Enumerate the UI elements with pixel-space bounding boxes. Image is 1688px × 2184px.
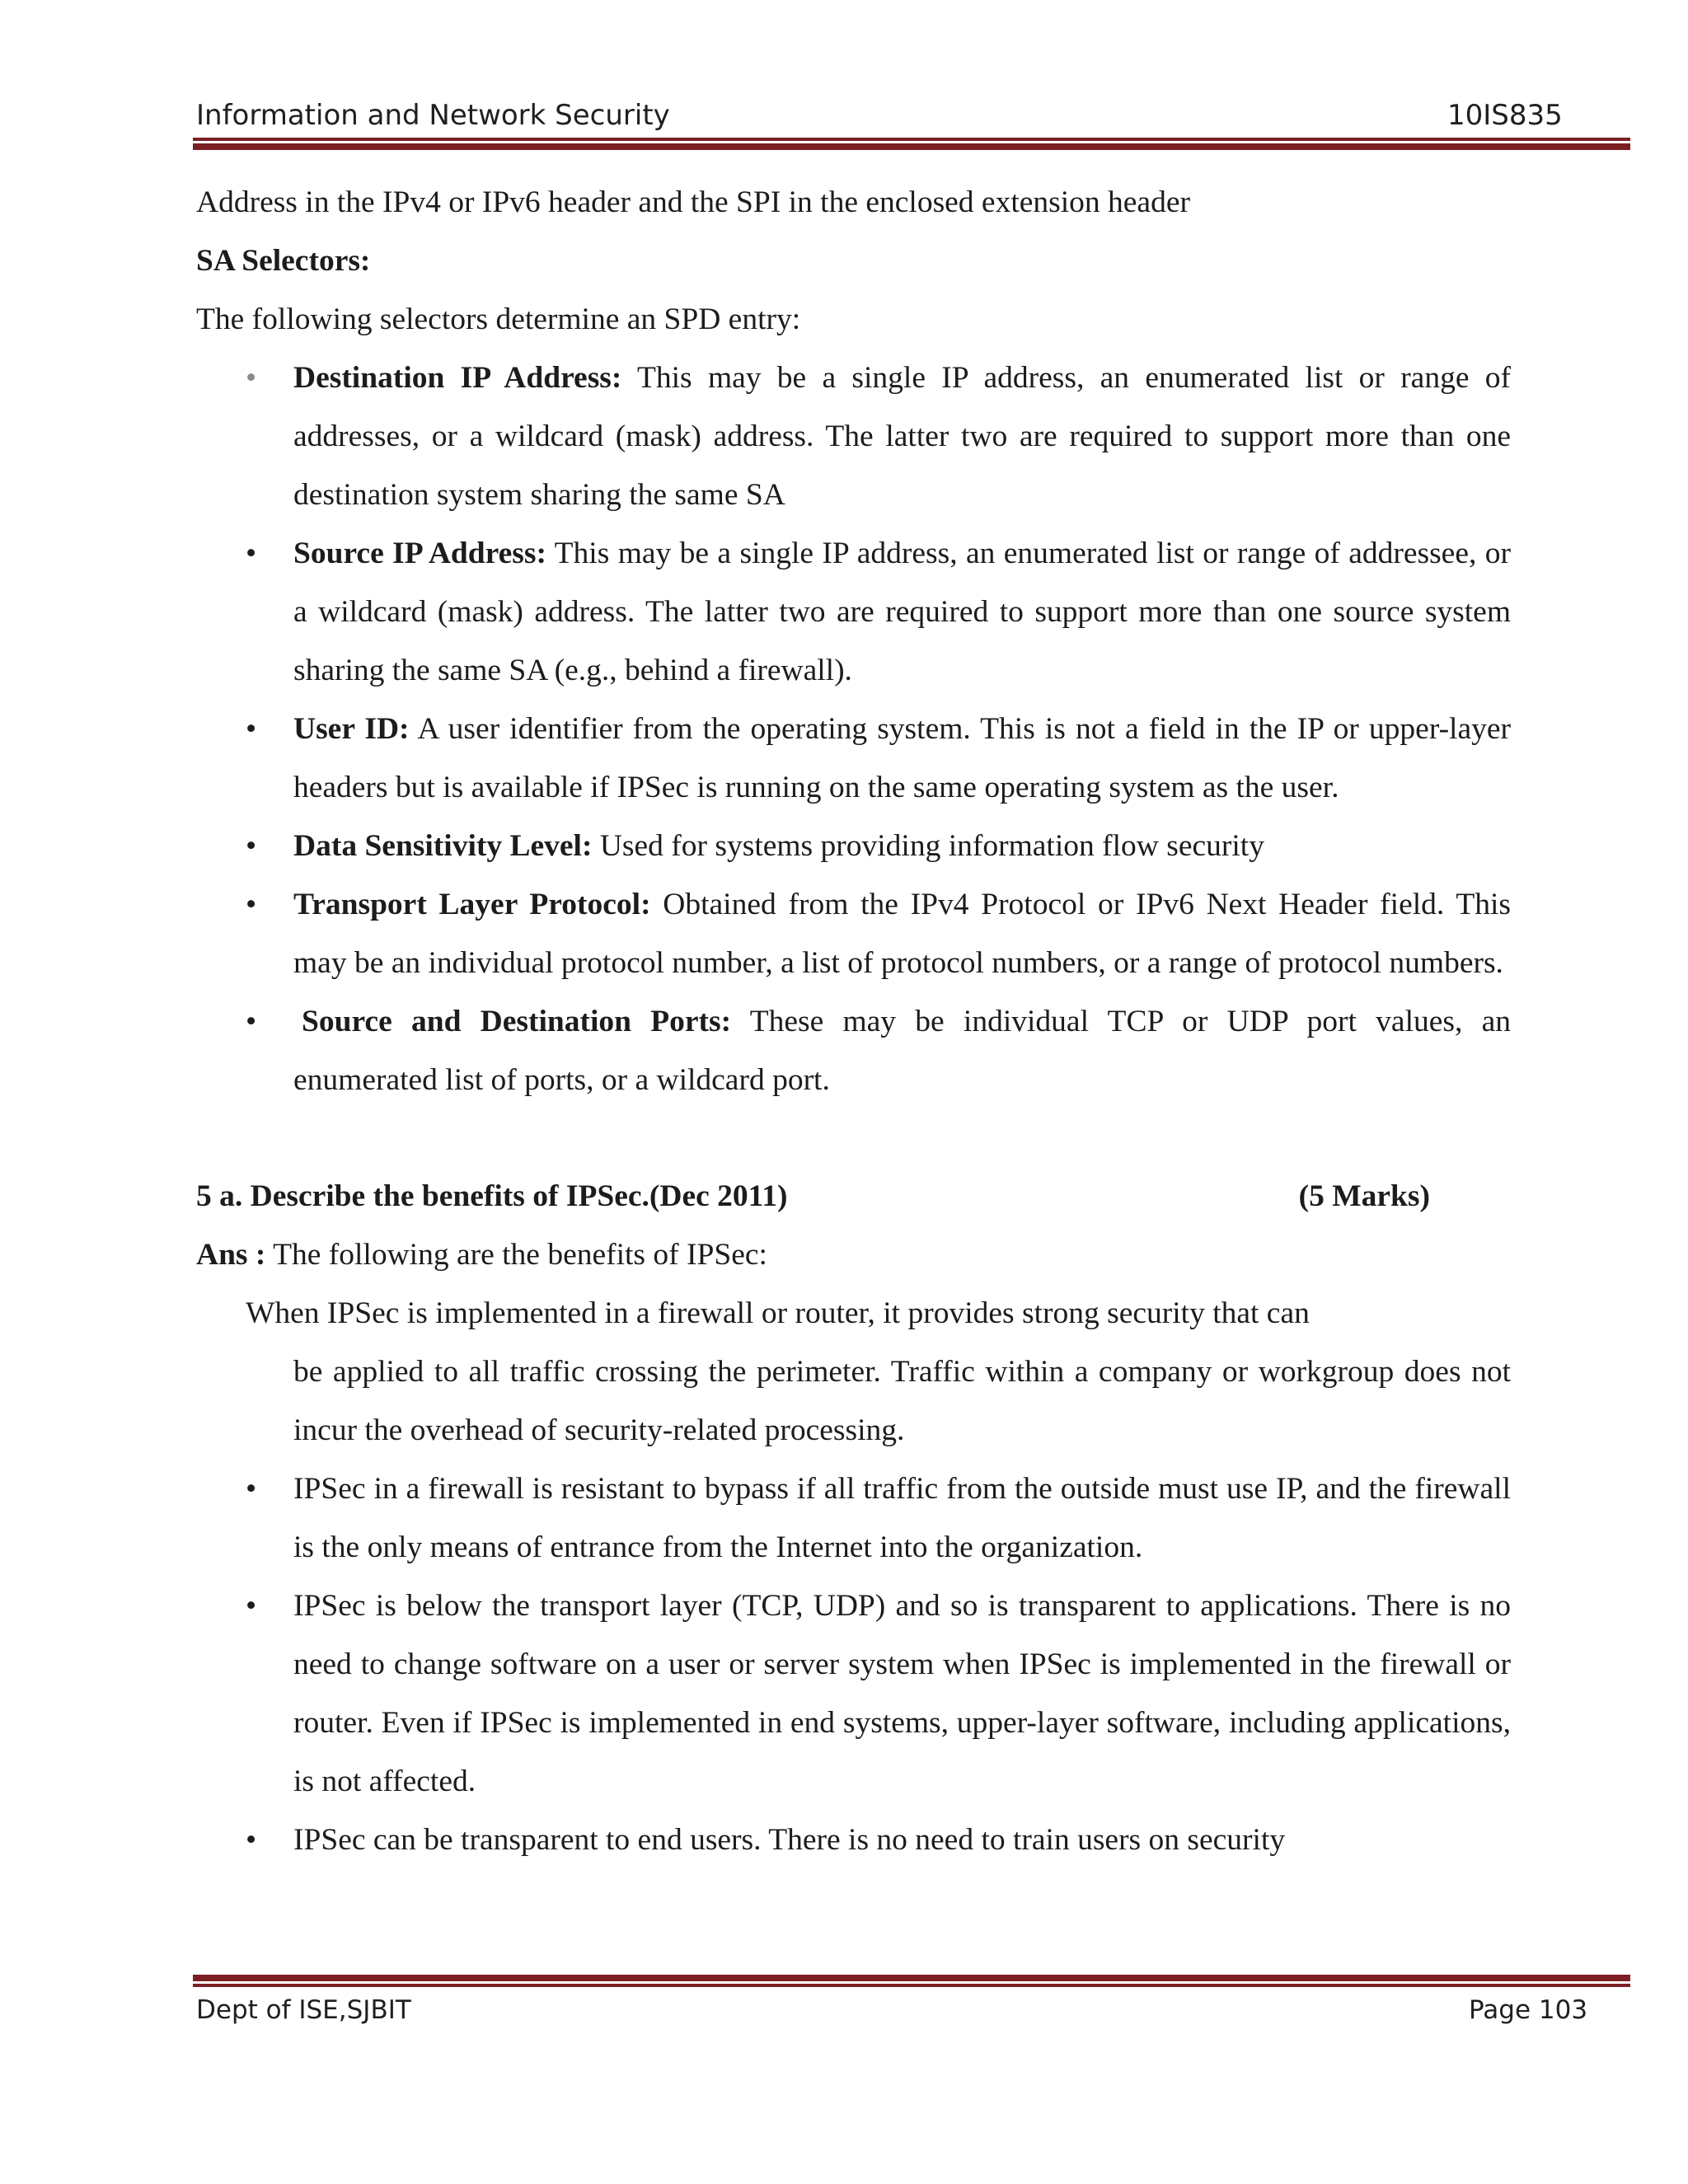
bullet-icon: •: [246, 537, 257, 570]
benefit-first-rest: be applied to all traffic crossing the perimeter. Traffic within a company or workgroup does not incur the overhead of security-related processing.: [293, 1355, 1511, 1447]
list-item: [196, 875, 1511, 992]
selector-term: User ID:: [293, 712, 410, 746]
header-title: Information and Network Security: [196, 99, 670, 132]
footer-rule-thin: [193, 1984, 1630, 1987]
selectors-list: [196, 349, 1511, 1109]
selector-text: Obtained from the IPv4 Protocol or IPv6 Next Header field. This may be an individual protocol number, a list of protocol numbers, or a range of protocol numbers.: [293, 888, 1511, 980]
header-rule-thin: [193, 138, 1630, 141]
bullet-icon: •: [246, 888, 257, 921]
list-item: [196, 349, 1511, 524]
bullet-icon: •: [246, 829, 257, 863]
question-marks: (5 Marks): [1298, 1179, 1430, 1213]
list-item: [196, 700, 1511, 817]
selector-text: This may be a single IP address, an enumerated list or range of addressee, or a wildcard (mask) address. The latter two are required to support more than one source system sharing the same SA (e.g., behind a firewall).: [293, 537, 1511, 687]
footer-department: Dept of ISE,SJBIT: [196, 1995, 411, 2025]
selector-term: Destination IP Address:: [293, 361, 622, 395]
benefits-list: [196, 1460, 1511, 1869]
list-item: [196, 1811, 1511, 1869]
list-item: [196, 817, 1511, 875]
selector-term: Source and Destination Ports:: [302, 1005, 732, 1038]
benefit-text: IPSec in a firewall is resistant to bypass if all traffic from the outside must use IP, and the firewall is the only means of entrance from the Internet into the organization.: [293, 1472, 1511, 1564]
bullet-icon: •: [246, 1823, 257, 1857]
benefit-first-line: When IPSec is implemented in a firewall or router, it provides strong security that can: [246, 1296, 1310, 1330]
selector-text: This may be a single IP address, an enumerated list or range of addresses, or a wildcard (mask) address. The latter two are required to support more than one destination system sharing the same SA: [293, 361, 1511, 512]
sa-selectors-heading: SA Selectors:: [196, 244, 371, 278]
bullet-icon: •: [246, 1472, 257, 1506]
list-item: [196, 1460, 1511, 1577]
selector-text: A user identifier from the operating system. This is not a field in the IP or upper-layer headers but is available if IPSec is running on the same operating system as the user.: [293, 712, 1511, 804]
list-item: [196, 992, 1511, 1109]
bullet-icon: •: [246, 1005, 257, 1038]
answer-intro: [196, 1226, 1432, 1284]
footer-page-number: Page 103: [1469, 1995, 1588, 2025]
list-item: [196, 524, 1511, 700]
bullet-icon: •: [246, 1589, 257, 1623]
question-heading: [196, 1167, 1430, 1226]
intro-line: Address in the IPv4 or IPv6 header and the SPI in the enclosed extension header: [196, 185, 1190, 219]
header-rule-thick: [193, 143, 1630, 150]
benefit-text: IPSec is below the transport layer (TCP, UDP) and so is transparent to applications. There is no need to change software on a user or server system when IPSec is implemented in the firewall or router. Even if IPSec is implemented in end systems, upper-layer software, including applications, is not affected.: [293, 1589, 1511, 1798]
footer-rule-thick: [193, 1975, 1630, 1981]
selector-term: Data Sensitivity Level:: [293, 829, 593, 863]
answer-label: Ans :: [196, 1238, 266, 1272]
selector-term: Source IP Address:: [293, 537, 546, 570]
sa-selectors-intro: The following selectors determine an SPD entry:: [196, 302, 801, 336]
answer-text: The following are the benefits of IPSec:: [265, 1238, 767, 1272]
list-item: [196, 1577, 1511, 1811]
bullet-icon: •: [246, 712, 257, 746]
document-body: [196, 173, 1511, 1869]
selector-text: These may be individual TCP or UDP port values, an enumerated list of ports, or a wildcard port.: [293, 1005, 1511, 1097]
selector-term: Transport Layer Protocol:: [293, 888, 651, 921]
bullet-icon: •: [246, 361, 257, 395]
benefit-text: IPSec can be transparent to end users. There is no need to train users on security: [293, 1823, 1286, 1857]
question-text: 5 a. Describe the benefits of IPSec.(Dec 2011): [196, 1179, 788, 1213]
selector-text: Used for systems providing information flow security: [592, 829, 1264, 863]
header-course-code: 10IS835: [1447, 99, 1563, 132]
